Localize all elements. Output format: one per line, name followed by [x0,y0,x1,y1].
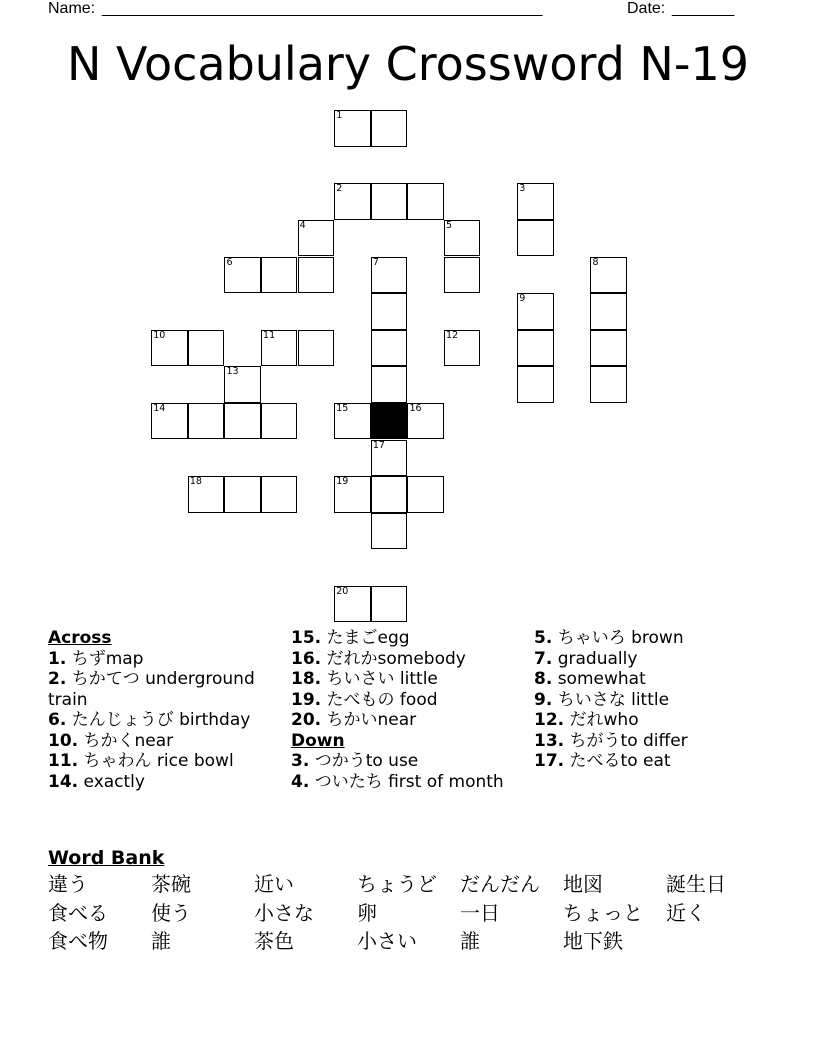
clue-item [291,751,527,772]
crossword-cell[interactable] [517,220,553,256]
cell-number: 6 [226,256,233,268]
word-bank-item: 使う [151,900,191,925]
crossword-cell[interactable] [261,476,297,512]
clue-text: gradually [552,648,638,669]
crossword-cell[interactable] [590,293,626,329]
clue-number: 20. [291,710,322,730]
clue-text: ちかくnear [78,730,174,751]
word-bank-item: 小さい [357,929,417,953]
crossword-cell[interactable] [371,330,407,366]
crossword-cell[interactable] [517,293,553,329]
clue-text: ちかいnear [321,710,417,730]
date-label: Date: [627,0,666,17]
clue-text: exactly [78,771,145,792]
date-field-line[interactable]: _______ [672,0,735,17]
cell-number: 16 [409,403,422,415]
word-bank-row [48,899,768,928]
clue-item [291,710,527,731]
crossword-cell[interactable] [407,183,443,219]
clue-number: 5. [534,628,553,648]
black-cell [371,403,407,439]
clues-column-2 [291,628,527,792]
cell-number: 18 [189,476,202,488]
crossword-cell[interactable] [151,403,187,439]
word-bank-item: 卵 [357,900,377,925]
crossword-cell[interactable] [224,403,260,439]
cell-number: 19 [336,476,349,488]
crossword-cell[interactable] [261,257,297,293]
crossword-cell[interactable] [188,330,224,366]
crossword-cell[interactable] [224,366,260,402]
clue-text: つかうto use [309,751,419,771]
crossword-cell[interactable] [371,110,407,146]
down-heading: Down [291,730,345,751]
clue-text: ちずmap [66,648,144,669]
word-bank-item: 食べ物 [48,929,108,953]
word-bank-item: 近く [666,900,706,925]
crossword-cell[interactable] [371,183,407,219]
word-bank-item: 近い [254,872,294,896]
cell-number: 17 [372,439,385,451]
clue-item [48,772,284,793]
clue-text: ちがうto differ [564,730,688,751]
crossword-cell[interactable] [371,586,407,622]
clue-item [291,628,527,649]
cell-number: 5 [446,220,453,232]
clues-column-3 [534,628,770,772]
clue-text: ちいさな little [552,689,670,710]
crossword-cell[interactable] [407,476,443,512]
clue-item [534,669,770,690]
across-heading: Across [48,628,112,648]
clue-number: 18. [291,669,322,689]
word-bank-item: ちょっと [563,900,643,925]
clue-item [48,710,284,731]
crossword-cell[interactable] [334,183,370,219]
name-label: Name: [48,0,96,17]
word-bank-heading: Word Bank [48,847,165,869]
clue-item [291,649,527,670]
crossword-cell[interactable] [334,110,370,146]
cell-number: 3 [519,183,526,195]
clue-text: somewhat [552,669,646,689]
crossword-cell[interactable] [444,220,480,256]
word-bank-item: 地下鉄 [563,929,623,953]
cell-number: 12 [446,329,459,341]
word-bank-item: 小さな [254,900,314,925]
clue-number: 16. [291,648,322,669]
crossword-cell[interactable] [298,257,334,293]
clue-text: ちかてつ underground train [48,669,255,710]
crossword-cell[interactable] [444,330,480,366]
clue-text: たべもの food [321,689,438,710]
name-field-line[interactable]: _____________________________________________________ [102,0,542,17]
word-bank-row [48,927,768,956]
word-bank-item: 誕生日 [666,872,726,896]
word-bank-item: 一日 [460,900,500,925]
word-bank-item: 誰 [460,929,480,953]
clue-number: 4. [291,771,310,792]
crossword-cell[interactable] [334,476,370,512]
crossword-cell[interactable] [371,366,407,402]
clue-text: たべるto eat [564,751,671,771]
clue-number: 14. [48,771,79,792]
crossword-cell[interactable] [371,293,407,329]
clue-number: 12. [534,710,565,730]
clue-number: 11. [48,751,79,771]
word-bank-item: 違う [48,872,88,896]
crossword-cell[interactable] [151,330,187,366]
clue-number: 3. [291,751,310,771]
cell-number: 8 [592,256,599,268]
crossword-cell[interactable] [517,366,553,402]
clue-item [534,649,770,670]
clue-number: 15. [291,628,322,648]
clue-text: だれかsomebody [321,648,466,669]
clue-text: ちゃわん rice bowl [78,751,234,771]
crossword-cell[interactable] [371,440,407,476]
clue-item [291,772,527,793]
word-bank-row [48,870,768,899]
crossword-cell[interactable] [298,220,334,256]
clue-number: 10. [48,730,79,751]
cell-number: 20 [336,586,349,598]
cell-number: 11 [263,329,276,341]
clue-item [534,628,770,649]
clue-text: たまごegg [321,628,410,648]
crossword-cell[interactable] [407,403,443,439]
cell-number: 13 [226,366,239,378]
cell-number: 14 [153,403,166,415]
crossword-cell[interactable] [334,403,370,439]
cell-number: 9 [519,293,526,305]
clue-number: 13. [534,730,565,751]
word-bank [48,846,768,956]
cell-number: 7 [372,256,379,268]
clue-item [291,690,527,711]
clue-text: だれwho [564,710,639,730]
clue-item [48,669,284,710]
cell-number: 1 [336,110,343,122]
cell-number: 15 [336,403,349,415]
crossword-cell[interactable] [298,330,334,366]
clue-number: 9. [534,689,553,710]
clue-number: 7. [534,648,553,669]
clue-number: 8. [534,669,553,689]
clue-item [534,731,770,752]
crossword-cell[interactable] [188,476,224,512]
word-bank-item: 食べる [48,900,108,925]
crossword-cell[interactable] [590,330,626,366]
word-bank-item: だんだん [460,872,540,896]
crossword-cell[interactable] [517,183,553,219]
crossword-cell[interactable] [261,403,297,439]
crossword-cell[interactable] [224,257,260,293]
crossword-cell[interactable] [224,476,260,512]
clue-text: ちゃいろ brown [552,628,684,648]
crossword-cell[interactable] [517,330,553,366]
crossword-cell[interactable] [371,513,407,549]
clue-item [48,731,284,752]
word-bank-item: 地図 [563,872,603,896]
cell-number: 10 [153,329,166,341]
clue-number: 6. [48,710,67,730]
crossword-cell[interactable] [371,476,407,512]
word-bank-item: ちょうど [357,872,437,896]
clue-item [534,751,770,772]
crossword-cell[interactable] [261,330,297,366]
clue-item [48,751,284,772]
word-bank-item: 誰 [151,929,171,953]
crossword-cell[interactable] [371,257,407,293]
crossword-cell[interactable] [188,403,224,439]
cell-number: 4 [299,220,306,232]
crossword-cell[interactable] [334,586,370,622]
crossword-cell[interactable] [590,366,626,402]
clue-item [291,669,527,690]
clue-item [534,710,770,731]
clue-text: たんじょうび birthday [66,710,251,730]
cell-number: 2 [336,183,343,195]
clues-column-1 [48,628,284,792]
clue-number: 17. [534,751,565,771]
page-title: N Vocabulary Crossword N-19 [67,37,749,91]
crossword-cell[interactable] [590,257,626,293]
clue-item [48,649,284,670]
crossword-cell[interactable] [444,257,480,293]
clue-number: 2. [48,669,67,689]
clue-text: ついたち first of month [309,771,504,792]
word-bank-item: 茶碗 [151,872,191,896]
clue-number: 19. [291,689,322,710]
clue-item [534,690,770,711]
clue-number: 1. [48,648,67,669]
word-bank-item: 茶色 [254,929,294,953]
clue-text: ちいさい little [321,669,438,689]
